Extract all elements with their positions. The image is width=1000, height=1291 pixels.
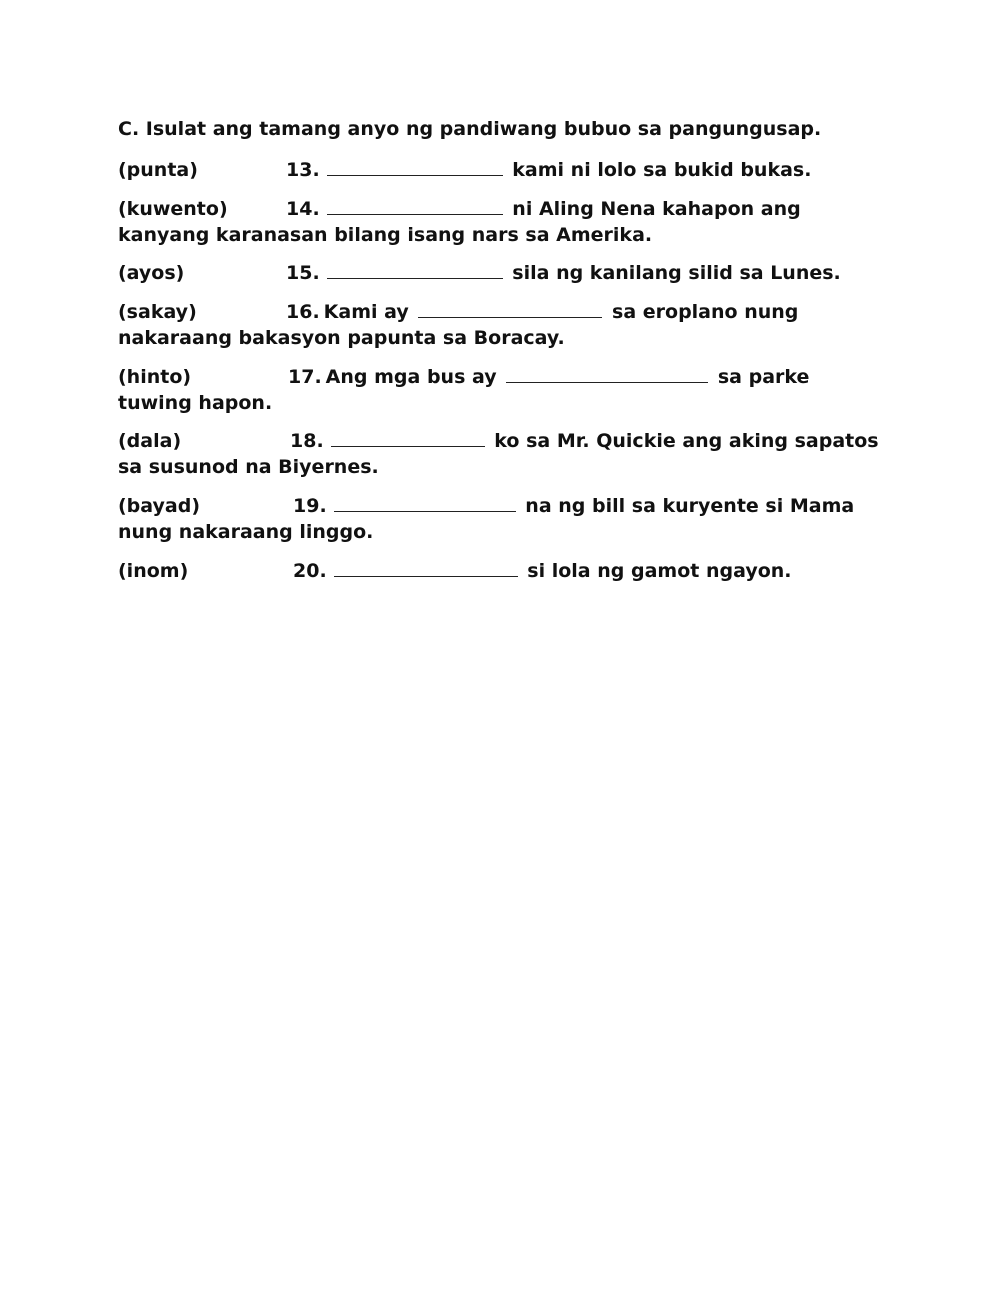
question-number: 16. <box>286 301 320 323</box>
sentence-after: ko sa Mr. Quickie ang aking sapatos sa susunod na Biyernes. <box>118 430 879 478</box>
verb-hint: (inom) <box>118 560 189 582</box>
question-sentence <box>118 428 888 480</box>
question-18 <box>118 428 888 480</box>
instruction-heading: C. Isulat ang tamang anyo ng pandiwang bubuo sa pangungusap. <box>118 118 822 140</box>
question-number: 15. <box>286 262 320 284</box>
answer-blank[interactable] <box>327 260 503 279</box>
question-16 <box>118 299 888 351</box>
question-number: 13. <box>286 159 320 181</box>
question-number: 18. <box>290 430 324 452</box>
question-15 <box>118 260 888 286</box>
question-sentence <box>118 157 888 183</box>
answer-blank[interactable] <box>327 196 503 215</box>
answer-blank[interactable] <box>327 157 503 176</box>
sentence-after: sila ng kanilang silid sa Lunes. <box>512 262 841 284</box>
sentence-after: ni Aling Nena kahapon ang kanyang karanasan bilang isang nars sa Amerika. <box>118 198 801 246</box>
verb-hint: (sakay) <box>118 301 197 323</box>
verb-hint: (bayad) <box>118 495 201 517</box>
question-sentence <box>118 493 888 545</box>
question-20 <box>118 558 888 584</box>
verb-hint: (dala) <box>118 430 182 452</box>
sentence-after: kami ni lolo sa bukid bukas. <box>512 159 812 181</box>
answer-blank[interactable] <box>418 299 602 318</box>
verb-hint: (hinto) <box>118 366 192 388</box>
answer-blank[interactable] <box>331 428 485 447</box>
sentence-before: Kami ay <box>323 301 416 323</box>
verb-hint: (ayos) <box>118 262 185 284</box>
question-sentence <box>118 196 888 248</box>
question-number: 14. <box>286 198 320 220</box>
sentence-after: sa parke tuwing hapon. <box>118 366 810 414</box>
question-13 <box>118 157 888 183</box>
sentence-after: na ng bill sa kuryente si Mama nung nakaraang linggo. <box>118 495 855 543</box>
question-number: 20. <box>293 560 327 582</box>
question-sentence <box>118 299 888 351</box>
question-17 <box>118 364 888 416</box>
answer-blank[interactable] <box>334 493 516 512</box>
verb-hint: (punta) <box>118 159 198 181</box>
sentence-after: sa eroplano nung nakaraang bakasyon papunta sa Boracay. <box>118 301 799 349</box>
sentence-after: si lola ng gamot ngayon. <box>527 560 792 582</box>
answer-blank[interactable] <box>506 364 708 383</box>
answer-blank[interactable] <box>334 558 518 577</box>
verb-hint: (kuwento) <box>118 198 228 220</box>
question-19 <box>118 493 888 545</box>
sentence-before: Ang mga bus ay <box>325 366 504 388</box>
question-sentence <box>118 364 888 416</box>
question-14 <box>118 196 888 248</box>
question-number: 17. <box>288 366 322 388</box>
question-number: 19. <box>293 495 327 517</box>
question-sentence <box>118 558 888 584</box>
question-sentence <box>118 260 888 286</box>
